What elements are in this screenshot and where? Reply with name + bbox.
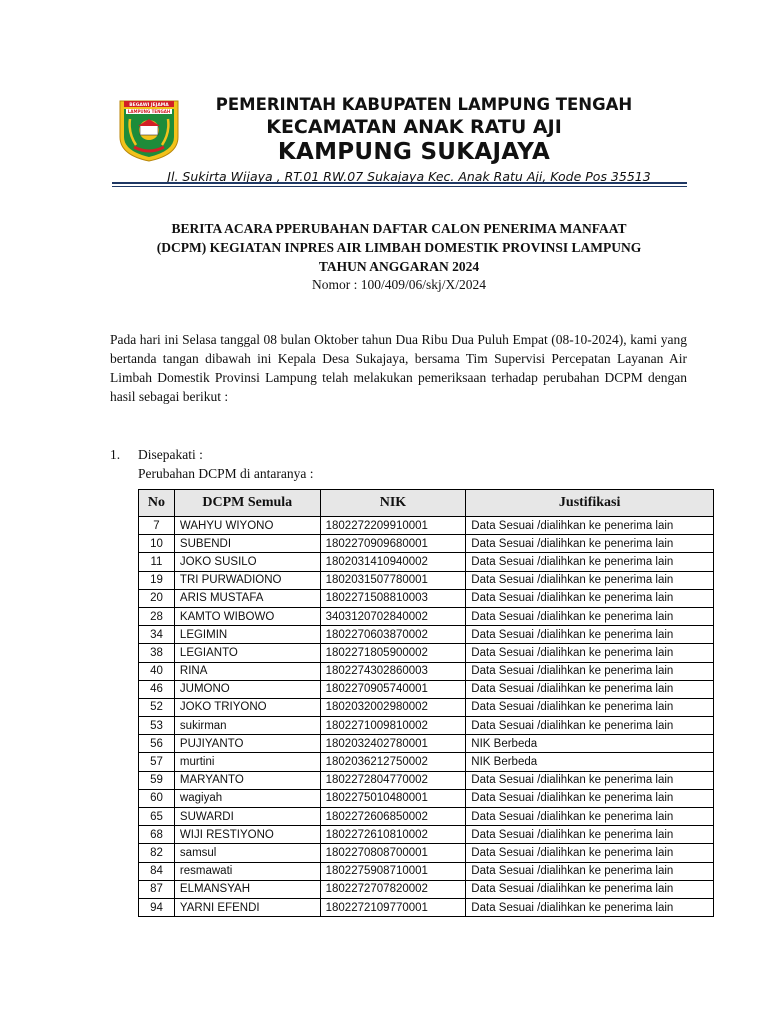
cell-no: 84 <box>139 862 175 880</box>
cell-name: ELMANSYAH <box>174 880 320 898</box>
cell-nik: 1802270909680001 <box>320 535 466 553</box>
item-subtitle: Perubahan DCPM di antaranya : <box>138 466 314 481</box>
cell-nik: 1802275010480001 <box>320 789 466 807</box>
header-nik: NIK <box>320 490 466 517</box>
cell-name: murtini <box>174 753 320 771</box>
table-row <box>139 826 714 844</box>
cell-no: 87 <box>139 880 175 898</box>
cell-nik: 1802271508810003 <box>320 589 466 607</box>
table-row <box>139 862 714 880</box>
cell-name: WIJI RESTIYONO <box>174 826 320 844</box>
cell-name: ARIS MUSTAFA <box>174 589 320 607</box>
cell-name: TRI PURWADIONO <box>174 571 320 589</box>
table-row <box>139 698 714 716</box>
cell-name: sukirman <box>174 717 320 735</box>
table-row <box>139 808 714 826</box>
cell-no: 82 <box>139 844 175 862</box>
table-row <box>139 735 714 753</box>
table-row <box>139 644 714 662</box>
table-header-row <box>139 490 714 517</box>
title-line-2: (DCPM) KEGIATAN INPRES AIR LIMBAH DOMESTIK PROVINSI LAMPUNG <box>156 240 642 255</box>
village-name: KAMPUNG SUKAJAYA <box>277 139 551 165</box>
cell-justification: Data Sesuai /dialihkan ke penerima lain <box>466 826 714 844</box>
cell-no: 46 <box>139 680 175 698</box>
government-name: PEMERINTAH KABUPATEN LAMPUNG TENGAH <box>215 95 633 114</box>
cell-nik: 1802274302860003 <box>320 662 466 680</box>
cell-name: resmawati <box>174 862 320 880</box>
cell-name: MARYANTO <box>174 771 320 789</box>
cell-justification: Data Sesuai /dialihkan ke penerima lain <box>466 571 714 589</box>
cell-name: LEGIANTO <box>174 644 320 662</box>
table-row <box>139 626 714 644</box>
cell-nik: 3403120702840002 <box>320 607 466 625</box>
cell-justification: Data Sesuai /dialihkan ke penerima lain <box>466 626 714 644</box>
cell-no: 20 <box>139 589 175 607</box>
cell-no: 65 <box>139 808 175 826</box>
cell-justification: Data Sesuai /dialihkan ke penerima lain <box>466 898 714 916</box>
cell-justification: Data Sesuai /dialihkan ke penerima lain <box>466 517 714 535</box>
cell-justification: Data Sesuai /dialihkan ke penerima lain <box>466 771 714 789</box>
cell-nik: 1802271805900002 <box>320 644 466 662</box>
cell-no: 94 <box>139 898 175 916</box>
cell-name: RINA <box>174 662 320 680</box>
district-name: KECAMATAN ANAK RATU AJI <box>266 116 562 138</box>
item-number: 1. <box>110 447 121 462</box>
table-row <box>139 789 714 807</box>
cell-name: JOKO TRIYONO <box>174 698 320 716</box>
document-title <box>110 219 688 276</box>
cell-justification: Data Sesuai /dialihkan ke penerima lain <box>466 844 714 862</box>
table-row <box>139 753 714 771</box>
title-line-3: TAHUN ANGGARAN 2024 <box>318 259 480 274</box>
header-no: No <box>139 490 175 517</box>
cell-no: 59 <box>139 771 175 789</box>
cell-no: 11 <box>139 553 175 571</box>
cell-no: 40 <box>139 662 175 680</box>
table-row <box>139 571 714 589</box>
cell-no: 10 <box>139 535 175 553</box>
cell-nik: 1802272707820002 <box>320 880 466 898</box>
dcpm-table <box>138 489 714 917</box>
cell-justification: Data Sesuai /dialihkan ke penerima lain <box>466 607 714 625</box>
table-row <box>139 535 714 553</box>
cell-no: 68 <box>139 826 175 844</box>
cell-name: JOKO SUSILO <box>174 553 320 571</box>
cell-name: YARNI EFENDI <box>174 898 320 916</box>
letterhead-rule-thick <box>112 182 687 184</box>
cell-justification: Data Sesuai /dialihkan ke penerima lain <box>466 698 714 716</box>
cell-justification: Data Sesuai /dialihkan ke penerima lain <box>466 644 714 662</box>
cell-no: 56 <box>139 735 175 753</box>
table-row <box>139 717 714 735</box>
table-row <box>139 607 714 625</box>
cell-no: 28 <box>139 607 175 625</box>
cell-name: PUJIYANTO <box>174 735 320 753</box>
cell-nik: 1802275908710001 <box>320 862 466 880</box>
cell-no: 19 <box>139 571 175 589</box>
cell-nik: 1802272109770001 <box>320 898 466 916</box>
table-row <box>139 680 714 698</box>
cell-nik: 1802031410940002 <box>320 553 466 571</box>
cell-justification: NIK Berbeda <box>466 753 714 771</box>
cell-justification: Data Sesuai /dialihkan ke penerima lain <box>466 535 714 553</box>
table-row <box>139 771 714 789</box>
cell-no: 57 <box>139 753 175 771</box>
cell-nik: 1802272610810002 <box>320 826 466 844</box>
cell-nik: 1802032002980002 <box>320 698 466 716</box>
cell-no: 38 <box>139 644 175 662</box>
header-justifikasi: Justifikasi <box>466 490 714 517</box>
letterhead <box>110 95 688 186</box>
table-row <box>139 662 714 680</box>
cell-justification: Data Sesuai /dialihkan ke penerima lain <box>466 662 714 680</box>
cell-justification: Data Sesuai /dialihkan ke penerima lain <box>466 862 714 880</box>
cell-nik: 1802272804770002 <box>320 771 466 789</box>
letterhead-rule-thin <box>112 186 687 187</box>
cell-no: 53 <box>139 717 175 735</box>
cell-name: KAMTO WIBOWO <box>174 607 320 625</box>
table-row <box>139 844 714 862</box>
cell-justification: Data Sesuai /dialihkan ke penerima lain <box>466 553 714 571</box>
table-row <box>139 589 714 607</box>
table-row <box>139 898 714 916</box>
cell-no: 7 <box>139 517 175 535</box>
logo-text: LAMPUNG TENGAH <box>127 109 171 114</box>
cell-nik: 1802036212750002 <box>320 753 466 771</box>
table-row <box>139 553 714 571</box>
table-body <box>139 517 714 917</box>
cell-justification: Data Sesuai /dialihkan ke penerima lain <box>466 680 714 698</box>
cell-nik: 1802032402780001 <box>320 735 466 753</box>
header-dcpm-semula: DCPM Semula <box>174 490 320 517</box>
cell-name: LEGIMIN <box>174 626 320 644</box>
cell-nik: 1802270603870002 <box>320 626 466 644</box>
cell-nik: 1802272606850002 <box>320 808 466 826</box>
cell-justification: Data Sesuai /dialihkan ke penerima lain <box>466 789 714 807</box>
cell-name: WAHYU WIYONO <box>174 517 320 535</box>
office-address: Jl. Sukirta Wijaya , RT.01 RW.07 Sukajaya Kec. Anak Ratu Aji, Kode Pos 35513 <box>167 169 651 184</box>
cell-justification: Data Sesuai /dialihkan ke penerima lain <box>466 880 714 898</box>
table-row <box>139 517 714 535</box>
cell-nik: 1802031507780001 <box>320 571 466 589</box>
cell-justification: NIK Berbeda <box>466 735 714 753</box>
logo-top-text: BEGAWI JEJAMA <box>129 103 169 108</box>
cell-name: samsul <box>174 844 320 862</box>
table-row <box>139 880 714 898</box>
cell-name: JUMONO <box>174 680 320 698</box>
title-line-1: BERITA ACARA PPERUBAHAN DAFTAR CALON PENERIMA MANFAAT <box>171 221 627 236</box>
cell-justification: Data Sesuai /dialihkan ke penerima lain <box>466 808 714 826</box>
cell-justification: Data Sesuai /dialihkan ke penerima lain <box>466 717 714 735</box>
item-label: Disepakati : <box>138 447 203 462</box>
cell-no: 60 <box>139 789 175 807</box>
cell-name: SUBENDI <box>174 535 320 553</box>
cell-name: wagiyah <box>174 789 320 807</box>
cell-nik: 1802270905740001 <box>320 680 466 698</box>
cell-nik: 1802270808700001 <box>320 844 466 862</box>
cell-nik: 1802271009810002 <box>320 717 466 735</box>
cell-name: SUWARDI <box>174 808 320 826</box>
opening-paragraph: Pada hari ini Selasa tanggal 08 bulan Oktober tahun Dua Ribu Dua Puluh Empat (08-10-2024), kami yang bertanda tangan dibawah ini Kepala Desa Sukajaya, bersama Tim Supervisi Percepatan Layanan Air Limbah Domestik Provinsi Lampung telah melakukan pemeriksaan terhadap perubahan DCPM dengan hasil sebagai berikut : <box>110 332 687 404</box>
cell-nik: 1802272209910001 <box>320 517 466 535</box>
cell-no: 34 <box>139 626 175 644</box>
cell-no: 52 <box>139 698 175 716</box>
cell-justification: Data Sesuai /dialihkan ke penerima lain <box>466 589 714 607</box>
document-number: Nomor : 100/409/06/skj/X/2024 <box>311 277 486 292</box>
